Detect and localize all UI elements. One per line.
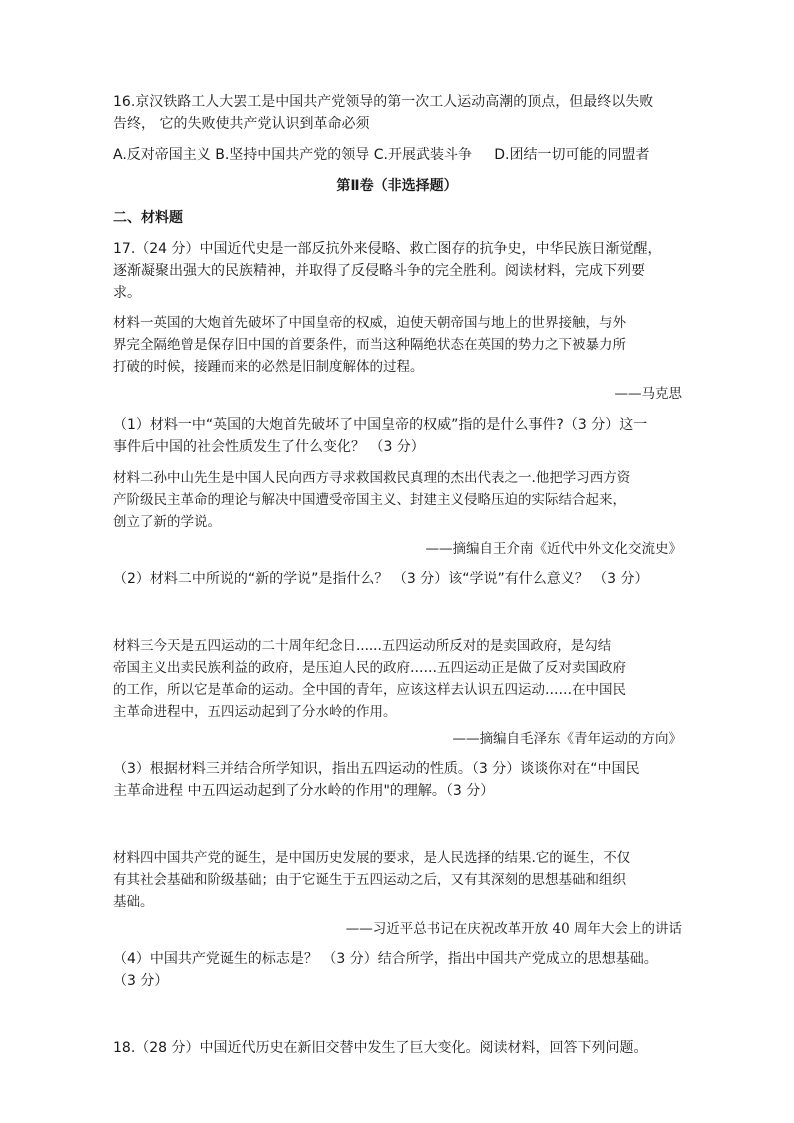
material2-line3: 创立了新的学说。 <box>113 514 221 530</box>
material3-line2: 帝国主义出卖民族利益的政府，是压迫人民的政府……五四运动正是做了反对卖国政府 <box>113 660 626 676</box>
q16-options: A.反对帝国主义 B.坚持中国共产党的领导 C.开展武装斗争 D.团结一切可能的同盟者 <box>113 147 650 163</box>
material1-source: ——马克思 <box>614 386 682 402</box>
q17-intro-line2: 逐渐凝聚出强大的民族精神，并取得了反侵略斗争的完全胜利。阅读材料，完成下列要 <box>113 263 645 279</box>
q17-4-line2: （3 分） <box>113 973 169 989</box>
q17-intro-line3: 求。 <box>113 285 141 301</box>
material2-line2: 产阶级民主革命的理论与解决中国遭受帝国主义、封建主义侵略压迫的实际结合起来， <box>113 492 626 508</box>
q17-3-line2: 主革命进程 中五四运动起到了分水岭的作用"的理解。（3 分） <box>113 783 495 799</box>
material3-line4: 主革命进程中，五四运动起到了分水岭的作用。 <box>113 704 397 720</box>
material1-line1: 材料一英国的大炮首先破坏了中国皇帝的权威，迫使天朝帝国与地上的世界接触，与外 <box>113 315 626 331</box>
part-title: 二、材料题 <box>113 210 183 226</box>
material3-line1: 材料三今天是五四运动的二十周年纪念日......五四运动所反对的是卖国政府，是勾结 <box>113 638 612 654</box>
q18-intro: 18.（28 分）中国近代历史在新旧交替中发生了巨大变化。阅读材料，回答下列问题。 <box>113 1040 648 1056</box>
material3-line3: 的工作，所以它是革命的运动。全中国的青年，应该这样去认识五四运动……在中国民 <box>113 682 626 698</box>
q17-intro-line1: 17.（24 分）中国近代史是一部反抗外来侵略、救亡图存的抗争史，中华民族日渐觉醒， <box>113 241 662 257</box>
q17-3-line1: （3）根据材料三并结合所学知识，指出五四运动的性质。（3 分）谈谈你对在“中国民 <box>113 761 640 777</box>
material1-line2: 界完全隔绝曾是保存旧中国的首要条件，而当这种隔绝状态在英国的势力之下被暴力所 <box>113 337 626 353</box>
q17-4-line1: （4）中国共产党诞生的标志是？ （3 分）结合所学，指出中国共产党成立的思想基础。 <box>113 951 658 967</box>
material1-line3: 打破的时候，接踵而来的必然是旧制度解体的过程。 <box>113 359 424 375</box>
material4-line1: 材料四中国共产党的诞生，是中国历史发展的要求，是人民选择的结果.它的诞生，不仅 <box>113 850 631 866</box>
material2-line1: 材料二孙中山先生是中国人民向西方寻求救国救民真理的杰出代表之一.他把学习西方资 <box>113 470 631 486</box>
material4-line2: 有其社会基础和阶级基础；由于它诞生于五四运动之后，又有其深刻的思想基础和组织 <box>113 872 626 888</box>
q17-1-line2: 事件后中国的社会性质发生了什么变化？ （3 分） <box>113 439 425 455</box>
q17-1-line1: （1）材料一中“英国的大炮首先破坏了中国皇帝的权威”指的是什么事件?（3 分）这一 <box>113 417 648 433</box>
material2-source: ——摘编自王介南《近代中外文化交流史》 <box>425 541 682 557</box>
q16-stem-line2: 告终， 它的失败使共产党认识到革命必须 <box>113 116 370 132</box>
section-title: 第Ⅱ卷（非选择题） <box>336 178 458 194</box>
material4-line3: 基础。 <box>113 894 154 910</box>
q17-2-line1: （2）材料二中所说的“新的学说”是指什么？ （3 分）该“学说”有什么意义？ （3 分） <box>113 571 649 587</box>
q16-stem-line1: 16.京汉铁路工人大罢工是中国共产党领导的第一次工人运动高潮的顶点，但最终以失败 <box>113 94 654 110</box>
material3-source: ——摘编自毛泽东《青年运动的方向》 <box>452 731 682 747</box>
material4-source: ——习近平总书记在庆祝改革开放 40 周年大会上的讲话 <box>345 921 682 937</box>
